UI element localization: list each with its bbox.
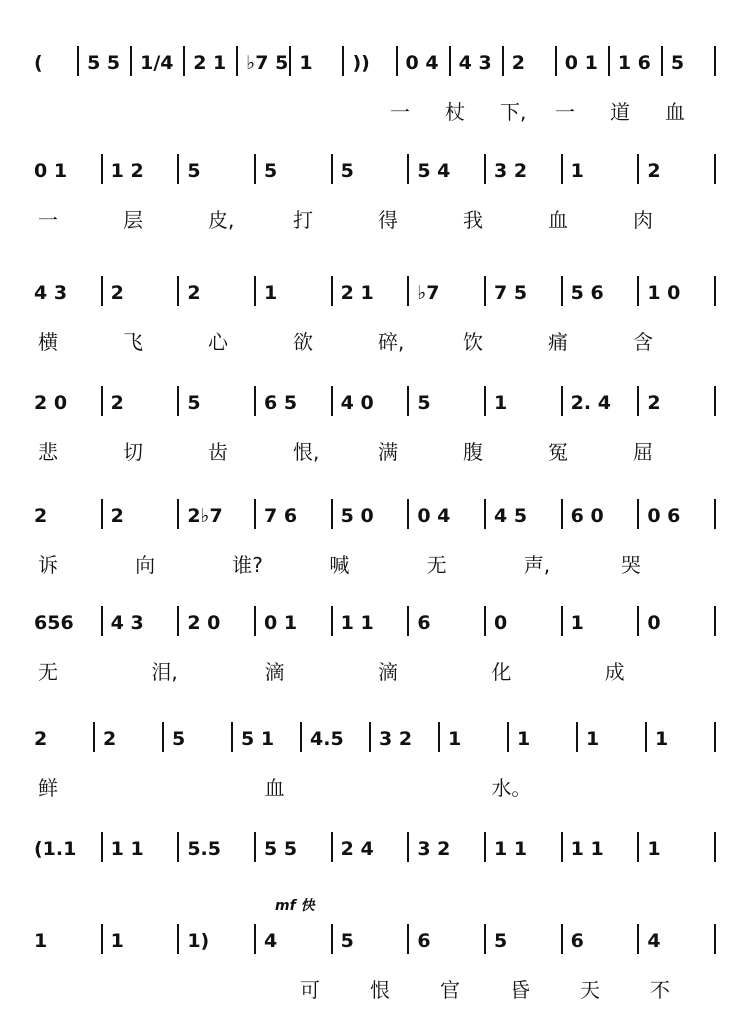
bar-line [637,924,639,954]
bar-line [484,276,486,306]
bar-line [254,386,256,416]
note-group: ♭7 5 [246,52,289,74]
note-group: 5 5 [87,52,121,74]
note-group: 1 [494,392,508,414]
note-group: 2 [34,728,48,750]
bar-line [561,154,563,184]
note-group: 5 [187,160,201,182]
lyric-char: 痛 [548,330,568,354]
note-group: 4 [647,930,661,952]
note-group: 4 3 [110,612,144,634]
note-group: 0 1 [264,612,298,634]
bar-line [331,154,333,184]
note-group: 2 [103,728,117,750]
note-group: 5 [340,160,354,182]
note-group: 5 [187,392,201,414]
bar-line [342,46,344,76]
lyric-char: 一 [38,208,58,232]
bar-line [331,386,333,416]
note-group: 0 4 [417,505,451,527]
bar-line [561,386,563,416]
bar-line [484,386,486,416]
lyric-char: 天 [580,978,600,1002]
lyric-char: 向 [135,553,156,577]
lyric-row [30,776,730,806]
note-group: 2 1 [340,282,374,304]
lyric-char: 道 [610,100,630,124]
note-group: 5 [264,160,278,182]
lyric-char: 诉 [38,553,58,577]
lyric-char: 化 [491,660,512,684]
note-group: 1 [655,728,669,750]
bar-line [101,499,103,529]
note-group: 2 [110,282,124,304]
lyric-char: 哭 [620,553,641,577]
bar-line [177,386,179,416]
note-group: 1 [34,930,48,952]
lyric-char: 齿 [208,440,228,464]
bar-line [645,722,647,752]
note-group: 0 [494,612,508,634]
note-group: 5 6 [570,282,604,304]
lyric-char: 满 [378,440,398,464]
lyric-char: 血 [665,100,685,124]
note-group: 5 1 [241,728,275,750]
note-group: 2 4 [340,838,374,860]
lyric-char: 悲 [38,440,58,464]
bar-line [407,924,409,954]
bar-line [637,154,639,184]
note-row [30,505,730,541]
lyric-row [30,440,730,470]
bar-line [289,46,291,76]
bar-line [254,499,256,529]
note-row [30,612,730,648]
bar-line [101,386,103,416]
note-group: 6 [570,930,584,952]
bar-line [407,606,409,636]
bar-line [561,924,563,954]
note-group: 1 [448,728,462,750]
lyric-char: 谁? [232,553,263,577]
bar-line [714,606,716,636]
note-group: 1 6 [617,52,651,74]
note-group: 5 [670,52,685,74]
bar-line [331,832,333,862]
bar-line [714,154,716,184]
bar-line [254,606,256,636]
lyric-char: 冤 [548,440,568,464]
note-group: 2 [187,282,201,304]
bar-line [101,154,103,184]
lyric-char: 含 [633,330,653,354]
bar-line [484,924,486,954]
lyric-char: 水。 [491,776,532,800]
note-group: 3 2 [494,160,528,182]
bar-line [254,924,256,954]
lyric-char: 碎, [378,330,405,354]
bar-line [484,499,486,529]
bar-line [93,722,95,752]
lyric-row [30,660,730,690]
lyric-char: 成 [604,660,625,684]
lyric-char: 一 [390,100,410,124]
bar-line [449,46,451,76]
note-group: 6 [417,612,431,634]
bar-line [331,924,333,954]
bar-line [561,606,563,636]
lyric-char: 不 [650,978,670,1002]
bar-line [661,46,663,76]
note-row [30,838,730,874]
lyric-char: 横 [38,330,58,354]
lyric-char: 滴 [378,660,398,684]
note-group: 4 [264,930,278,952]
note-group: 5 4 [417,160,451,182]
bar-line [561,832,563,862]
bar-line [331,276,333,306]
bar-line [177,832,179,862]
note-group: 1 [517,728,531,750]
note-group: 2 [110,392,124,414]
bar-line [407,276,409,306]
note-group: 5 5 [264,838,298,860]
lyric-char: 血 [548,208,568,232]
note-group: 2 0 [34,392,68,414]
bar-line [555,46,557,76]
bar-line [637,832,639,862]
note-group: 5 [340,930,354,952]
bar-line [484,832,486,862]
note-group: 2 0 [187,612,221,634]
note-group: 2 [647,392,661,414]
bar-line [396,46,398,76]
bar-line [507,722,509,752]
lyric-char: 无 [426,553,447,577]
bar-line [561,276,563,306]
lyric-char: 飞 [123,330,143,354]
lyric-char: 我 [463,208,483,232]
bar-line [183,46,185,76]
lyric-char: 泪, [151,660,178,684]
bar-line [254,276,256,306]
bar-line [576,722,578,752]
note-group: 0 1 [34,160,68,182]
bar-line [300,722,302,752]
bar-line [637,606,639,636]
lyric-char: 饮 [463,330,483,354]
lyric-char: 恨 [370,978,390,1002]
bar-line [484,606,486,636]
note-group: 1 [586,728,600,750]
note-group: 1) [187,930,210,952]
bar-line [177,154,179,184]
note-group: 1 1 [110,838,144,860]
note-group: 2 [511,52,525,74]
bar-line [331,499,333,529]
bar-line [637,276,639,306]
bar-line [407,154,409,184]
note-group: 2♭7 [187,505,223,527]
bar-line [177,499,179,529]
note-row [30,282,730,318]
note-group: 5 [417,392,431,414]
lyric-row [30,208,730,238]
bar-line [254,154,256,184]
note-group: 0 [647,612,661,634]
note-group: 1 [570,612,584,634]
bar-line [438,722,440,752]
bar-line [130,46,132,76]
bar-line [331,606,333,636]
bar-line [101,276,103,306]
lyric-char: 下, [500,100,527,124]
lyric-char: 屈 [633,440,653,464]
note-group: 5.5 [187,838,221,860]
note-group: 1 1 [570,838,604,860]
bar-line [231,722,233,752]
lyric-char: 得 [378,208,398,232]
note-group: 4 3 [458,52,492,74]
note-group: 1 1 [340,612,374,634]
note-group: 1 [264,282,278,304]
lyric-row [30,100,730,130]
tempo-direction: mf 快 [275,898,315,914]
note-group: 4 3 [34,282,68,304]
note-group: 4 0 [340,392,374,414]
note-row [30,52,730,88]
bar-line [714,832,716,862]
bar-line [714,722,716,752]
bar-line [714,386,716,416]
lyric-char: 欲 [293,330,313,354]
bar-line [714,924,716,954]
lyric-char: 血 [264,776,285,800]
bar-line [407,386,409,416]
lyric-char: 滴 [264,660,285,684]
note-row [30,728,730,764]
lyric-char: 心 [208,330,228,354]
bar-line [484,154,486,184]
note-group: 6 [417,930,431,952]
note-group: 1 2 [110,160,144,182]
lyric-char: 肉 [633,208,653,232]
note-group: 4 5 [494,505,528,527]
bar-line [407,832,409,862]
bar-line [714,276,716,306]
lyric-row [30,330,730,360]
lyric-char: 腹 [463,440,483,464]
lyric-char: 打 [293,208,313,232]
note-group: 1 [299,52,313,74]
lyric-char: 皮, [208,208,235,232]
bar-line [637,386,639,416]
note-group: ♭7 [417,282,440,304]
lyric-char: 昏 [510,978,530,1002]
bar-line [101,924,103,954]
bar-line [407,499,409,529]
bar-line [177,276,179,306]
bar-line [502,46,504,76]
note-group: 7 6 [264,505,298,527]
note-group: 6 0 [570,505,604,527]
lyric-char: 一 [555,100,575,124]
lyric-char: 杖 [445,100,465,124]
note-group: 0 4 [405,52,439,74]
bar-line [561,499,563,529]
bar-line [637,499,639,529]
lyric-char: 鲜 [38,776,58,800]
note-group: 1 1 [494,838,528,860]
bar-line [177,924,179,954]
note-group: 1 [647,838,661,860]
lyric-char: 层 [123,208,143,232]
note-group: 1 [110,930,124,952]
bar-line [608,46,610,76]
note-group: 2 [647,160,661,182]
note-group: 1 [570,160,584,182]
lyric-char: 喊 [329,553,350,577]
lyric-char: 官 [440,978,460,1002]
note-group: 6 5 [264,392,298,414]
note-group: 1/4 [140,52,174,74]
note-group: 656 [34,612,74,634]
lyric-char: 切 [123,440,143,464]
lyric-char: 恨, [293,440,320,464]
bar-line [77,46,79,76]
bar-line [254,832,256,862]
note-group: 7 5 [494,282,528,304]
bar-line [714,46,716,76]
note-group: ( [34,52,43,74]
note-group: 4.5 [310,728,344,750]
lyric-char: 声, [523,553,551,577]
note-group: 3 2 [379,728,413,750]
note-row [30,930,730,966]
note-group: 5 0 [340,505,374,527]
bar-line [236,46,238,76]
note-group: 3 2 [417,838,451,860]
note-group: 2 [34,505,48,527]
note-row [30,392,730,428]
bar-line [369,722,371,752]
bar-line [177,606,179,636]
bar-line [162,722,164,752]
note-group: 1 0 [647,282,681,304]
note-group: 0 6 [647,505,681,527]
note-group: (1.1 [34,838,77,860]
lyric-char: 无 [38,660,58,684]
note-row [30,160,730,196]
note-group: 5 [172,728,186,750]
note-group: 2 1 [193,52,227,74]
note-group: 2 [110,505,124,527]
lyric-row [30,553,730,583]
lyric-row [30,978,730,1008]
note-group: 2. 4 [570,392,611,414]
note-group: )) [352,52,370,74]
lyric-char: 可 [300,978,320,1002]
bar-line [101,606,103,636]
bar-line [101,832,103,862]
bar-line [714,499,716,529]
note-group: 5 [494,930,508,952]
note-group: 0 1 [564,52,598,74]
